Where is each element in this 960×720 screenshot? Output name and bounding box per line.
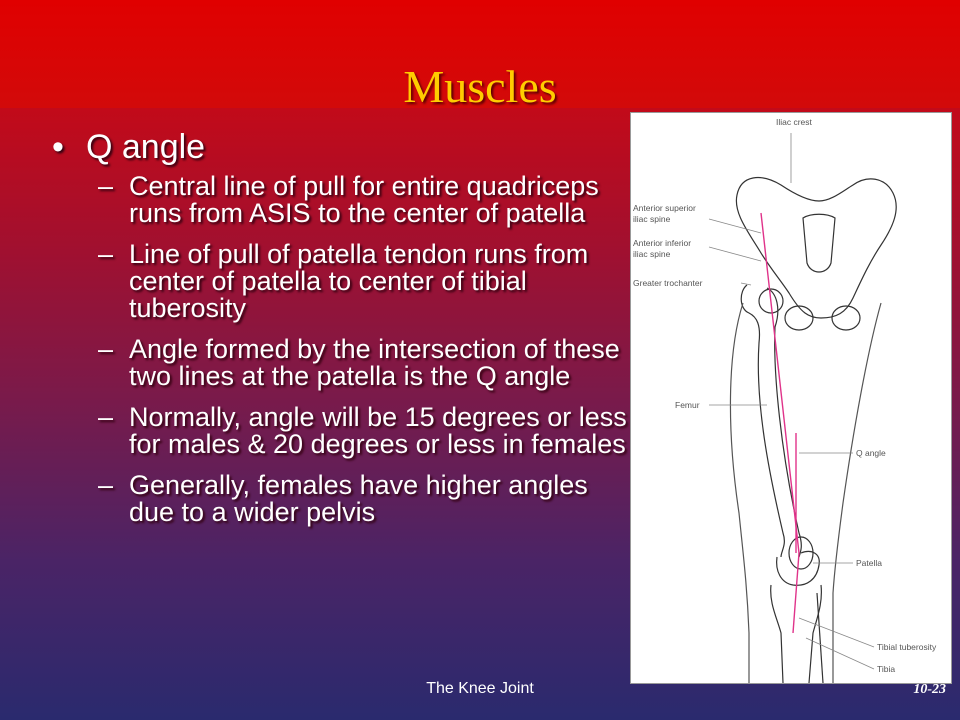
- femur: [741, 285, 801, 557]
- bone-outlines: [730, 178, 896, 683]
- footer-title: The Knee Joint: [426, 680, 534, 697]
- sacrum: [803, 214, 835, 272]
- sub-bullet: [52, 336, 627, 390]
- dash-symbol: –: [98, 402, 114, 432]
- sub-bullet-text: Angle formed by the intersection of these two lines at the patella is the Q angle: [129, 334, 620, 391]
- leg-anatomy-illustration: [631, 113, 951, 683]
- sub-bullet: [52, 173, 627, 227]
- main-bullet: [52, 128, 627, 167]
- anatomy-figure: [630, 112, 952, 684]
- patella-tendon-line-of-pull: [793, 553, 799, 633]
- sub-bullet-text: Line of pull of patella tendon runs from center of patella to center of tibial tuberosity: [129, 239, 589, 323]
- leader-lines: [709, 133, 874, 669]
- pelvis: [736, 178, 896, 318]
- label-tibial-tuberosity: Tibial tuberosity: [877, 642, 937, 652]
- sub-bullet-text: Normally, angle will be 15 degrees or less for males & 20 degrees or less in females: [129, 402, 627, 459]
- leg-outline: [730, 303, 881, 683]
- label-aiis-1: Anterior inferior: [633, 238, 692, 248]
- label-asis-1: Anterior superior: [633, 203, 696, 213]
- label-q-angle: Q angle: [856, 448, 886, 458]
- sub-bullet: [52, 472, 627, 526]
- label-asis-2: iliac spine: [633, 214, 671, 224]
- sub-bullet: [52, 241, 627, 322]
- dash-symbol: –: [98, 334, 114, 364]
- leader-tibial-tuberosity: [799, 618, 874, 647]
- dash-symbol: –: [98, 239, 114, 269]
- leader-aiis: [709, 247, 761, 261]
- sub-bullet-text: Generally, females have higher angles due to a wider pelvis: [129, 470, 588, 527]
- label-tibia: Tibia: [877, 664, 896, 674]
- label-greater-trochanter: Greater trochanter: [633, 278, 703, 288]
- label-aiis-2: iliac spine: [633, 249, 671, 259]
- sub-bullet: [52, 404, 627, 458]
- obturator-left: [785, 306, 813, 330]
- dash-symbol: –: [98, 470, 114, 500]
- slide-title: Muscles: [403, 61, 557, 112]
- leader-asis: [709, 219, 761, 233]
- main-bullet-text: Q angle: [86, 128, 206, 166]
- sub-bullet-text: Central line of pull for entire quadriceps runs from ASIS to the center of patella: [129, 171, 599, 228]
- bullet-symbol: •: [52, 128, 64, 166]
- quadriceps-line-of-pull: [761, 213, 799, 553]
- page-number: 10-23: [913, 682, 946, 697]
- label-patella: Patella: [856, 558, 882, 568]
- leader-greater-trochanter: [741, 283, 751, 285]
- slide-content: [52, 128, 627, 540]
- sub-bullet-list: [52, 173, 627, 526]
- dash-symbol: –: [98, 171, 114, 201]
- label-iliac-crest: Iliac crest: [776, 117, 812, 127]
- label-femur: Femur: [675, 400, 700, 410]
